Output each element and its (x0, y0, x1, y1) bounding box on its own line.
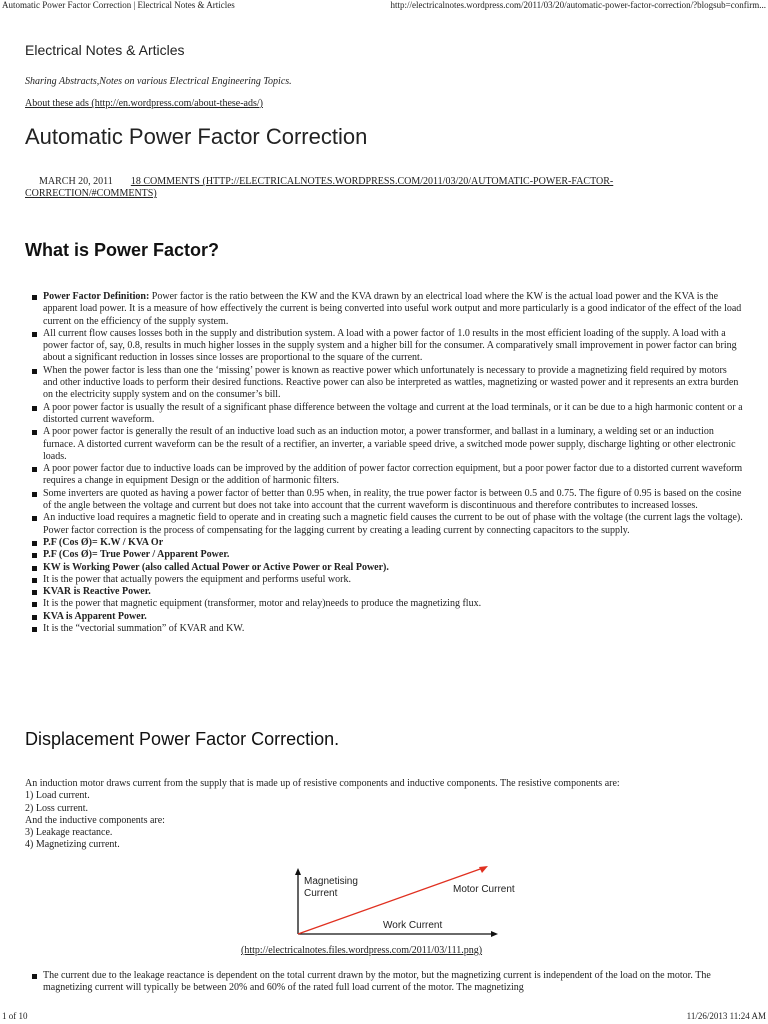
intro-line: 3) Leakage reactance. (25, 827, 113, 839)
x-axis-arrow (491, 931, 498, 937)
list-item-text: It is the power that actually powers the equipment and performs useful work. (43, 573, 351, 585)
y-axis-arrow (295, 868, 301, 875)
list-item-text: It is the power that magnetic equipment (transformer, motor and relay)needs to produce the magnetizing flux. (43, 598, 482, 610)
list-item (25, 488, 743, 513)
about-ads-link[interactable]: About these ads (http://en.wordpress.com/about-these-ads/) (25, 98, 263, 109)
vector-diagram-svg (265, 862, 535, 940)
list-item (25, 537, 743, 549)
list-item (25, 574, 743, 586)
list-item-text: Power factor is the ratio between the KW and the KVA drawn by an electrical load where the KW is the actual load power and the KVA is the apparent load power. It is a measure of how effectively the current is being converted into useful work output and more particularly is a good indicator of the effect of the load current on the efficiency of the supply system. (43, 291, 742, 327)
page-number: 1 of 10 (2, 1011, 28, 1021)
site-tagline: Sharing Abstracts,Notes on various Electrical Engineering Topics. (25, 76, 292, 87)
y-axis-label-2: Current (304, 888, 338, 899)
x-axis-label: Work Current (383, 920, 443, 931)
section-heading-displacement: Displacement Power Factor Correction. (25, 729, 340, 749)
list-item (25, 623, 743, 635)
print-header (0, 0, 768, 12)
list-item-text: The current due to the leakage reactance is dependent on the total current drawn by the motor, but the magnetizing current is independent of the load on the motor. The magnetizing current will typically be between 20% and 60% of the rated full load current of the motor. The magnetizing (43, 970, 711, 994)
list-item (25, 291, 743, 328)
list-item (25, 611, 743, 623)
list-item-text: It is the “vectorial summation” of KVAR and KW. (43, 623, 245, 635)
list-item (25, 426, 743, 463)
post-meta (25, 176, 715, 200)
list-item-bold: Power Factor Definition: (43, 291, 150, 302)
vector-label: Motor Current (453, 884, 515, 895)
list-item-bold: KW is Working Power (also called Actual Power or Active Power or Real Power). (43, 561, 389, 573)
section-heading-power-factor: What is Power Factor? (25, 240, 220, 260)
intro-line: An induction motor draws current from the supply that is made up of resistive components and inductive components. The resistive components are: (25, 778, 620, 789)
list-item (25, 463, 743, 488)
intro-line: 4) Magnetizing current. (25, 839, 120, 851)
current-vector-diagram[interactable] (265, 862, 535, 940)
list-item-text: A poor power factor is generally the result of an inductive load such as an induction motor, a power transformer, and ballast in a luminary, a welding set or an induction furnace. A distorted current waveform can be the result of a rectifier, an inverter, a variable speed drive, a switched mode power supply, discharge lighting or other electronic loads. (43, 426, 736, 462)
list-item (25, 598, 743, 610)
list-item (25, 970, 743, 995)
print-footer (0, 1011, 768, 1023)
list-item (25, 365, 743, 402)
post-date: MARCH 20, 2011 (39, 176, 113, 187)
motor-current-arrow (479, 866, 488, 873)
intro-line: 2) Loss current. (25, 802, 89, 814)
list-item-text: A poor power factor due to inductive loads can be improved by the addition of power factor correction equipment, but a poor power factor due to a distorted current waveform requires a change in equipment Design or the addition of harmonic filters. (43, 463, 743, 487)
list-item (25, 328, 743, 365)
site-title[interactable]: Electrical Notes & Articles (25, 42, 185, 58)
list-item-bold: KVA is Apparent Power. (43, 610, 147, 622)
list-item-bold: KVAR is Reactive Power. (43, 586, 151, 598)
list-item (25, 512, 743, 537)
intro-line: And the inductive components are: (25, 814, 165, 826)
post-title: Automatic Power Factor Correction (25, 124, 368, 149)
list-item (25, 402, 743, 427)
list-item (25, 586, 743, 598)
list-item-text: When the power factor is less than one the ‘missing’ power is known as reactive power which unfortunately is necessary to provide a magnetizing field required by motors and other inductive loads to perform their desired functions. Reactive power can also be interpreted as wattles, magnetizing or wasted power and it represents an extra burden on the electricity supply system and on the consumer’s bill. (43, 364, 739, 401)
intro-line: 1) Load current. (25, 790, 90, 802)
list-item-text: Some inverters are quoted as having a power factor of better than 0.95 when, in reality, the true power factor is between 0.5 and 0.75. The figure of 0.95 is based on the cosine of the angle between the voltage and current but does not take into account that the current waveform is discontinuous and therefore contributes to increased losses. (43, 487, 742, 512)
list-item-text: An inductive load requires a magnetic field to operate and in creating such a magnetic field causes the current to be out of phase with the voltage (the current lags the voltage). Power factor correction is the process of compensating for the lagging current by creating a leading current by connecting capacitors to the supply. (43, 512, 743, 536)
list-item-bold: P.F (Cos Ø)= True Power / Apparent Power. (43, 549, 230, 561)
comments-link[interactable]: 18 COMMENTS (HTTP://ELECTRICALNOTES.WORDPRESS.COM/2011/03/20/AUTOMATIC-POWER-FACTOR-CORRECTION/#COMMENTS) (25, 176, 614, 199)
list-item (25, 549, 743, 561)
list-item (25, 562, 743, 574)
figure-caption-link[interactable]: (http://electricalnotes.files.wordpress.com/2011/03/111.png) (241, 945, 483, 956)
print-timestamp: 11/26/2013 11:24 AM (686, 1011, 766, 1021)
displacement-list (25, 970, 743, 995)
y-axis-label-1: Magnetising (304, 876, 358, 887)
print-header-url: http://electricalnotes.wordpress.com/2011/03/20/automatic-power-factor-correction/?blogsub=confirm... (390, 0, 766, 10)
displacement-intro (25, 778, 743, 852)
list-item-text: A poor power factor is usually the result of a significant phase difference between the voltage and current at the load terminals, or it can be due to a high harmonic content or a distorted current waveform. (43, 401, 743, 425)
list-item-bold: P.F (Cos Ø)= K.W / KVA Or (43, 536, 164, 548)
list-item-text: All current flow causes losses both in the supply and distribution system. A load with a power factor of 1.0 results in the most efficient loading of the supply. A load with a power factor of, say, 0.8, results in much higher losses in the supply system and a higher bill for the consumer. A comparatively small improvement in power factor can bring about a significant reduction in losses since losses are proportional to the square of the current. (43, 327, 737, 364)
print-header-title: Automatic Power Factor Correction | Electrical Notes & Articles (2, 0, 235, 10)
power-factor-list (25, 291, 743, 635)
